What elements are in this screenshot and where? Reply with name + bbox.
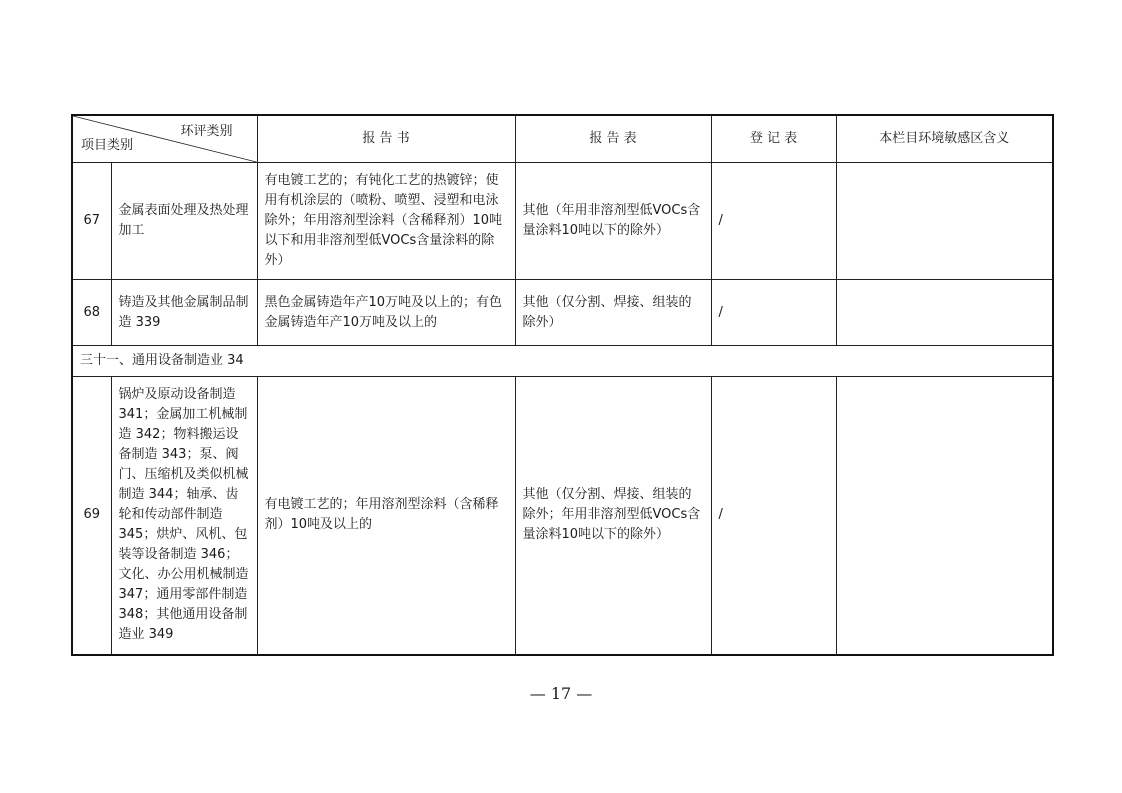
row-number: 68 [72,280,111,346]
table-row [72,377,1053,655]
registration-criteria: / [711,163,836,280]
project-category: 铸造及其他金属制品制造 339 [111,280,257,346]
header-row [72,115,1053,163]
table-row [72,280,1053,346]
report-book-criteria: 有电镀工艺的；有钝化工艺的热镀锌；使用有机涂层的（喷粉、喷塑、浸塑和电泳除外；年用溶剂型涂料（含稀释剂）10吨以下和用非溶剂型低VOCs含量涂料的除外） [257,163,515,280]
section-row [72,346,1053,377]
report-form-criteria: 其他（仅分割、焊接、组装的除外；年用非溶剂型低VOCs含量涂料10吨以下的除外） [515,377,711,655]
sensitive-area-meaning [836,163,1053,280]
sensitive-area-meaning [836,377,1053,655]
header-report-form: 报 告 表 [515,115,711,163]
classification-table [71,114,1054,656]
diagonal-header-cell [72,115,257,163]
row-number: 69 [72,377,111,655]
report-form-criteria: 其他（仅分割、焊接、组装的除外） [515,280,711,346]
project-category: 金属表面处理及热处理加工 [111,163,257,280]
report-book-criteria: 有电镀工艺的；年用溶剂型涂料（含稀释剂）10吨及以上的 [257,377,515,655]
row-number: 67 [72,163,111,280]
eia-category-label: 环评类别 [180,124,233,139]
header-registration-form: 登 记 表 [711,115,836,163]
page-number: — 17 — [529,684,593,703]
header-report-book: 报 告 书 [257,115,515,163]
registration-criteria: / [711,377,836,655]
report-form-criteria: 其他（年用非溶剂型低VOCs含量涂料10吨以下的除外） [515,163,711,280]
registration-criteria: / [711,280,836,346]
section-title: 三十一、通用设备制造业 34 [72,346,1053,377]
header-sensitive-area: 本栏目环境敏感区含义 [836,115,1053,163]
project-category-label: 项目类别 [81,138,134,153]
sensitive-area-meaning [836,280,1053,346]
project-category: 锅炉及原动设备制造 341；金属加工机械制造 342；物料搬运设备制造 343；泵、阀门、压缩机及类似机械制造 344；轴承、齿轮和传动部件制造 345；烘炉、风机、包装等设备制造 346；文化、办公用机械制造 347；通用零部件制造 348；其他通用设备制造业 349 [111,377,257,655]
table-row [72,163,1053,280]
report-book-criteria: 黑色金属铸造年产10万吨及以上的；有色金属铸造年产10万吨及以上的 [257,280,515,346]
